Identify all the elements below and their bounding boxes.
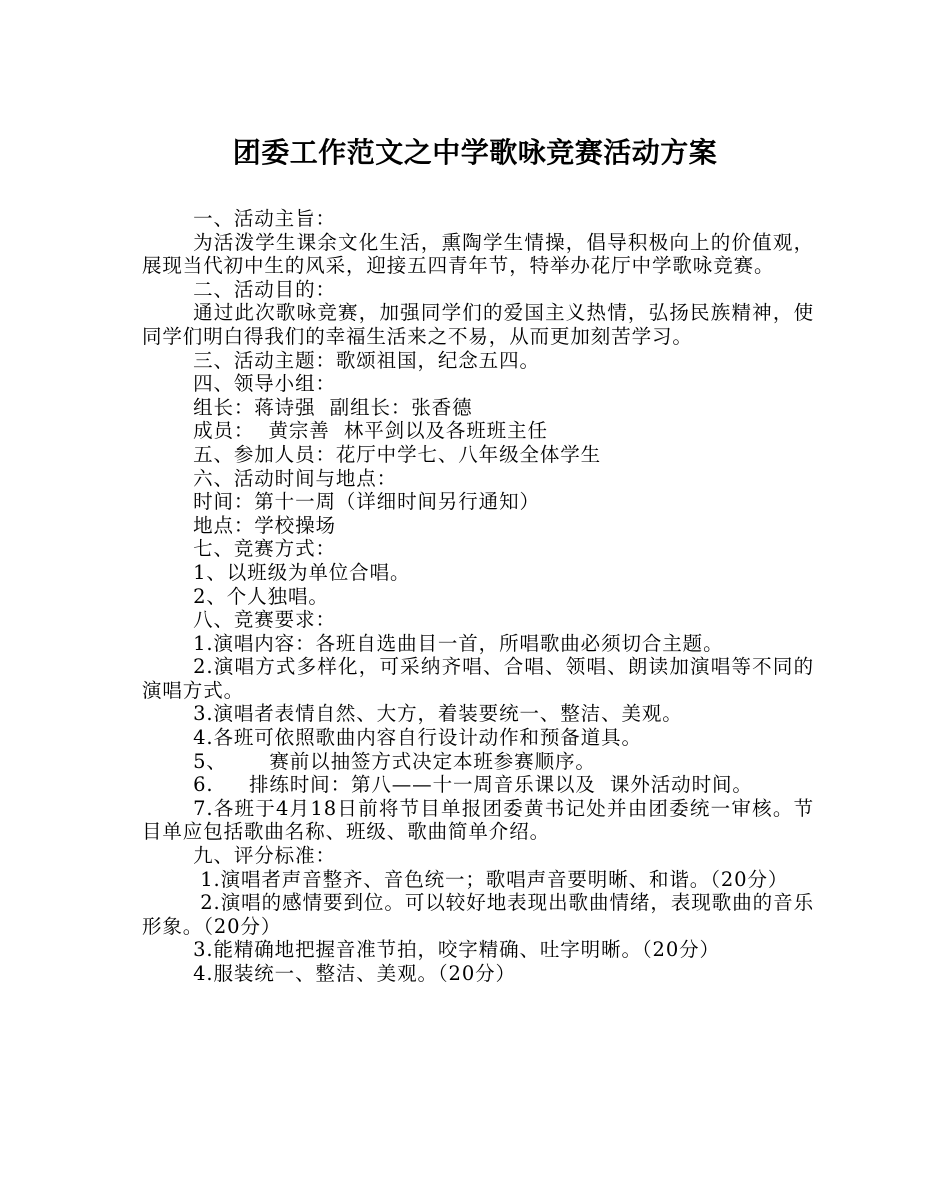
list-item-requirement-1: 1.演唱内容：各班自选曲目一首，所唱歌曲必须切合主题。 xyxy=(193,631,724,655)
list-item-scoring-1: 1.演唱者声音整齐、音色统一；歌唱声音要明晰、和谐。（20分） xyxy=(193,867,789,891)
paragraph-leaders: 组长：蒋诗强 副组长：张香德 xyxy=(193,395,473,419)
paragraph-theme: 三、活动主题：歌颂祖国，纪念五四。 xyxy=(193,348,540,372)
list-item-requirement-4: 4.各班可依照歌曲内容自行设计动作和预备道具。 xyxy=(193,726,642,750)
list-item-requirement-3: 3.演唱者表情自然、大方，着装要统一、整洁、美观。 xyxy=(193,702,683,726)
list-item-scoring-4: 4.服装统一、整洁、美观。（20分） xyxy=(193,962,516,985)
paragraph-goal: 通过此次歌咏竞赛，加强同学们的爱国主义热情，弘扬民族精神，使同学们明白得我们的幸福生活来之不易，从而更加刻苦学习。 xyxy=(142,301,814,348)
list-item-requirement-5: 5、 赛前以抽签方式决定本班参赛顺序。 xyxy=(193,749,596,773)
heading-requirements: 八、竞赛要求： xyxy=(193,608,336,632)
document-title: 团委工作范文之中学歌咏竞赛活动方案 xyxy=(232,136,718,169)
paragraph-purpose: 为活泼学生课余文化生活，熏陶学生情操，倡导积极向上的价值观，展现当代初中生的风采，迎接五四青年节，特举办花厅中学歌咏竞赛。 xyxy=(142,230,814,278)
heading-purpose: 一、活动主旨： xyxy=(193,207,336,230)
heading-goal: 二、活动目的： xyxy=(193,277,336,301)
list-item-requirement-6: 6. 排练时间：第八——十一周音乐课以及 课外活动时间。 xyxy=(193,773,753,797)
list-item-format-1: 1、以班级为单位合唱。 xyxy=(193,560,411,584)
heading-format: 七、竞赛方式： xyxy=(193,537,336,561)
heading-time-place: 六、活动时间与地点： xyxy=(193,466,398,490)
list-item-scoring-2: 2.演唱的感情要到位。可以较好地表现出歌曲情绪，表现歌曲的音乐形象。（20分） xyxy=(142,891,814,938)
heading-leadership: 四、领导小组： xyxy=(193,372,336,396)
paragraph-members: 成员： 黄宗善 林平剑以及各班班主任 xyxy=(193,419,548,443)
paragraph-time: 时间：第十一周（详细时间另行通知） xyxy=(193,490,540,514)
list-item-scoring-3: 3.能精确地把握音准节拍，咬字精确、吐字明晰。（20分） xyxy=(193,938,720,962)
list-item-requirement-2: 2.演唱方式多样化，可采纳齐唱、合唱、领唱、朗读加演唱等不同的演唱方式。 xyxy=(142,655,814,702)
heading-scoring: 九、评分标准： xyxy=(193,844,336,868)
paragraph-participants: 五、参加人员：花厅中学七、八年级全体学生 xyxy=(193,442,602,466)
list-item-format-2: 2、个人独唱。 xyxy=(193,584,329,608)
document-body xyxy=(142,207,814,986)
list-item-requirement-7: 7.各班于4月18日前将节目单报团委黄书记处并由团委统一审核。节目单应包括歌曲名称、班级、歌曲简单介绍。 xyxy=(142,796,814,844)
paragraph-place: 地点：学校操场 xyxy=(193,513,336,537)
